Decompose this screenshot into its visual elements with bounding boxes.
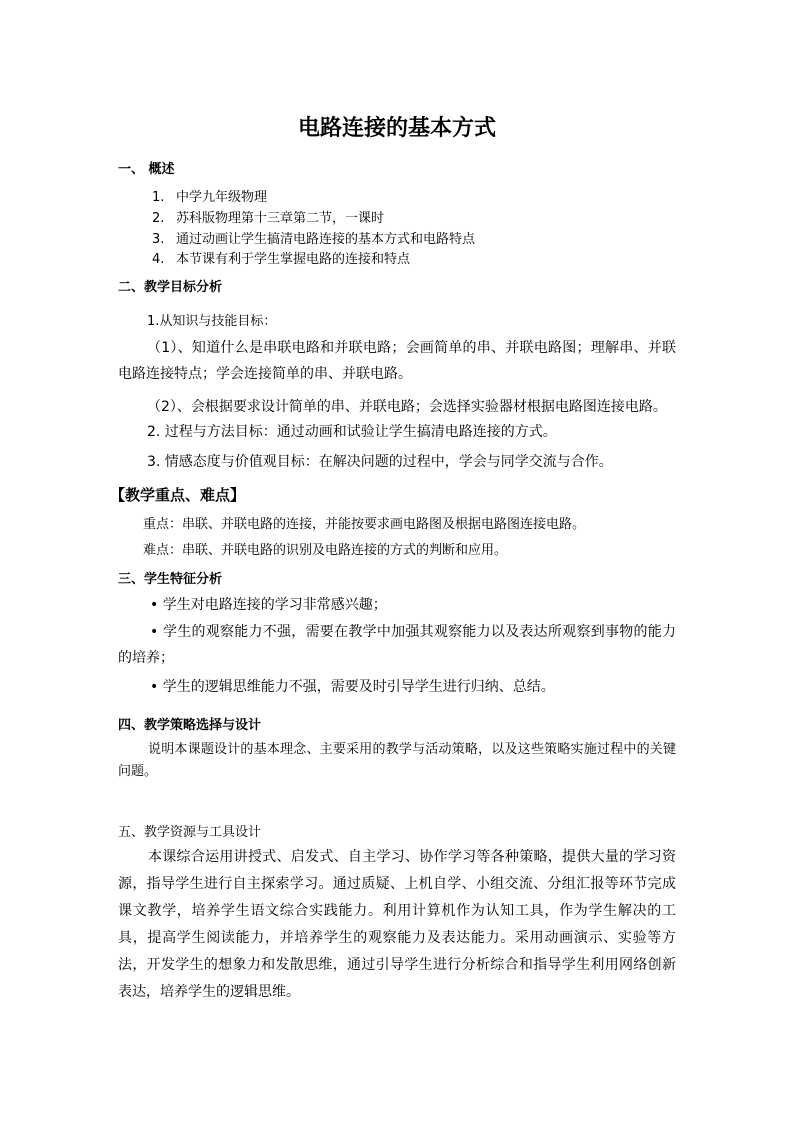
objective-paragraph-1: （1）、知道什么是串联电路和并联电路；会画简单的串、并联电路图；理解串、并联电路连接特点；学会连接简单的串、并联电路。 bbox=[118, 340, 676, 382]
list-item bbox=[152, 228, 475, 247]
list-text: 中学九年级物理 bbox=[176, 190, 268, 205]
objective-process: 2. 过程与方法目标：通过动画和试验让学生搞清电路连接的方式。 bbox=[147, 424, 557, 440]
list-number: 3. bbox=[152, 232, 165, 247]
objective-knowledge: 1.从知识与技能目标： bbox=[147, 314, 277, 329]
bullet-item: • 学生的逻辑思维能力不强，需要及时引导学生进行归纳、总结。 bbox=[150, 679, 555, 695]
list-text: 苏科版物理第十三章第二节，一课时 bbox=[176, 211, 385, 226]
list-text: 本节课有利于学生掌握电路的连接和特点 bbox=[176, 252, 411, 267]
focus-text: 重点：串联、并联电路的连接，并能按要求画电路图及根据电路图连接电路。 bbox=[143, 517, 586, 532]
list-item bbox=[152, 186, 267, 205]
list-number: 1. bbox=[152, 190, 165, 205]
section-5-heading: 五、教学资源与工具设计 bbox=[118, 825, 262, 840]
list-text: 通过动画让学生搞清电路连接的基本方式和电路特点 bbox=[176, 232, 476, 247]
list-number: 2. bbox=[152, 211, 165, 226]
section-2-heading: 二、教学目标分析 bbox=[118, 280, 223, 295]
objective-attitude: 3. 情感态度与价值观目标：在解决问题的过程中，学会与同学交流与合作。 bbox=[147, 454, 613, 470]
bullet-item: • 学生对电路连接的学习非常感兴趣； bbox=[150, 597, 387, 613]
bullet-item: • 学生的观察能力不强，需要在教学中加强其观察能力以及表达所观察到事物的能力的培养； bbox=[118, 624, 676, 666]
list-number: 4. bbox=[152, 252, 165, 267]
objective-paragraph-2: （2）、会根据要求设计简单的串、并联电路；会选择实验器材根据电路图连接电路。 bbox=[147, 399, 667, 415]
difficulty-text: 难点：串联、并联电路的识别及电路连接的方式的判断和应用。 bbox=[143, 543, 508, 558]
section-4-heading: 四、教学策略选择与设计 bbox=[118, 718, 262, 733]
section-5-text: 本课综合运用讲授式、启发式、自主学习、协作学习等各种策略，提供大量的学习资源，指导学生进行自主探索学习。通过质疑、上机自学、小组交流、分组汇报等环节完成课文教学，培养学生语文综合实践能力。利用计算机作为认知工具，作为学生解决的工具，提高学生阅读能力，并培养学生的观察能力及表达能力。采用动画演示、实验等方法，开发学生的想象力和发散思维，通过引导学生进行分析综合和指导学生利用网络创新表达，培养学生的逻辑思维。 bbox=[118, 849, 676, 1000]
page-title: 电路连接的基本方式 bbox=[297, 115, 496, 141]
section-1-heading: 一、 概述 bbox=[118, 162, 175, 177]
list-item bbox=[152, 248, 410, 267]
keypoints-heading: 【教学重点、难点】 bbox=[110, 486, 246, 504]
list-item bbox=[152, 207, 384, 226]
section-3-heading: 三、学生特征分析 bbox=[118, 572, 223, 587]
section-4-text: 说明本课题设计的基本理念、主要采用的教学与活动策略，以及这些策略实施过程中的关键问题。 bbox=[118, 742, 676, 779]
